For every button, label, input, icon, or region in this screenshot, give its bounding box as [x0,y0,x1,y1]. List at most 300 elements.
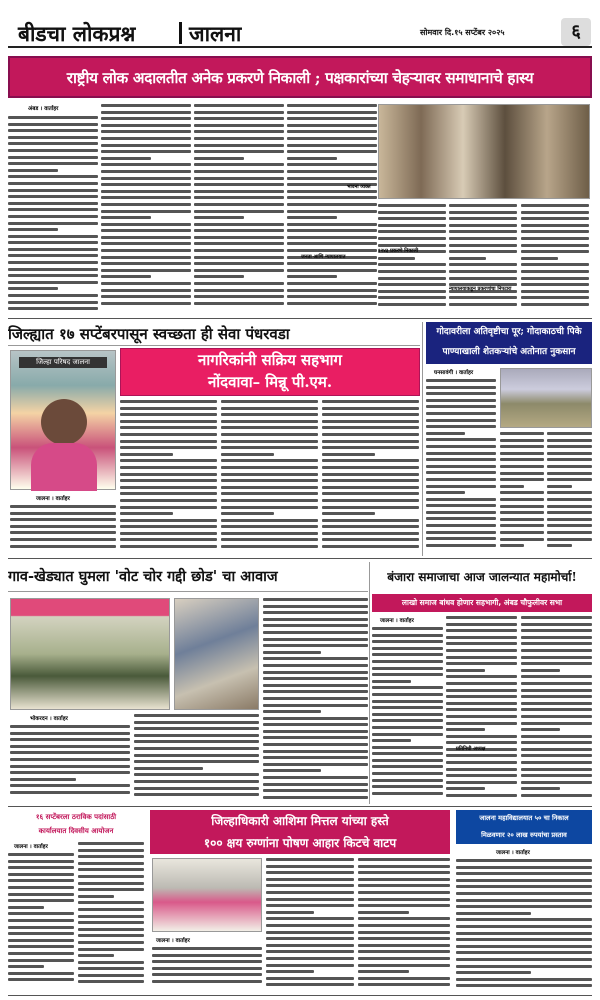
body-text-line [521,263,589,266]
body-text-line [322,479,419,482]
body-text-line [266,970,314,973]
story1-column-6 [449,204,517,314]
story5-inline-subhead: प्रतिनिधी अध्यक्ष [456,746,486,752]
story7-column-1 [152,936,262,992]
body-text-line [372,733,443,736]
body-text-line [78,908,144,911]
body-text-line [446,695,517,698]
body-text-line [78,842,144,845]
body-text-line [78,934,144,937]
body-text-line [446,636,517,639]
body-text-line [449,211,517,214]
body-text-line [8,912,74,915]
body-text-line [8,175,98,178]
body-text-line [521,303,589,306]
body-text-line [101,137,191,140]
body-text-line [78,967,144,970]
body-text-line [8,142,98,145]
body-text-line [8,156,98,159]
body-text-line [101,163,191,166]
body-text-line [521,237,589,240]
body-text-line [358,878,450,881]
body-text-line [78,928,144,931]
story2-headline-2: नागरिकांनी सक्रिय सहभाग [198,351,342,369]
story7-headline-band [150,810,450,854]
body-text-line [78,948,144,951]
body-text-line [426,544,496,547]
body-text-line [378,204,446,207]
body-text-line [78,868,144,871]
body-text-line [221,545,318,548]
body-text-line [456,872,592,875]
body-text-line [134,747,259,750]
body-text-line [8,919,74,922]
body-text-line [134,773,259,776]
body-text-line [8,873,74,876]
body-text-line [120,413,217,416]
page-bottom-rule [8,995,592,996]
story1-column-5 [378,204,446,314]
body-text-line [521,649,592,652]
body-text-line [521,702,592,705]
body-text-line [78,888,144,891]
body-text-line [194,203,284,206]
body-text-line [521,257,558,260]
body-text-line [120,473,217,476]
body-text-line [10,758,130,761]
body-text-line [426,511,496,514]
body-text-line [194,163,284,166]
body-text-line [134,760,259,763]
body-text-line [266,950,354,953]
body-text-line [372,700,443,703]
story5-byline: जालना । वार्ताहर [380,618,414,624]
body-text-line [194,157,244,160]
body-text-line [547,478,592,481]
body-text-line [446,629,517,632]
body-text-line [372,759,443,762]
body-text-line [456,905,592,908]
body-text-line [378,237,446,240]
body-text-line [194,117,284,120]
body-text-line [372,785,443,788]
body-text-line [287,229,377,232]
body-text-line [266,964,354,967]
story2-headline-3: नोंदवावा– मिन्नू पी.एम. [207,373,333,391]
body-text-line [358,917,450,920]
body-text-line [8,268,98,271]
body-text-line [78,901,144,904]
body-text-line [263,618,368,621]
story8-column-1 [456,848,592,992]
body-text-line [120,426,217,429]
body-text-line [194,170,284,173]
body-text-line [521,675,592,678]
body-text-line [221,492,318,495]
body-text-line [266,865,354,868]
body-text-line [358,924,450,927]
story1-column-2 [101,104,191,314]
story2-photo-sign: जिल्हा परिषद जालना [19,357,107,368]
body-text-line [78,855,144,858]
body-text-line [10,538,116,541]
body-text-line [358,950,450,953]
body-text-line [266,983,354,986]
body-text-line [372,653,443,656]
body-text-line [358,983,450,986]
body-text-line [10,751,130,754]
story3-column-2 [500,432,544,556]
body-text-line [263,796,368,799]
story1-byline: अंबड । वार्ताहर [28,106,59,112]
body-text-line [221,506,318,509]
body-text-line [221,532,318,535]
body-text-line [263,717,368,720]
body-text-line [372,647,443,650]
body-text-line [521,250,589,253]
body-text-line [10,771,130,774]
story7-column-2 [266,858,354,992]
body-text-line [358,944,450,947]
body-text-line [456,879,592,882]
body-text-line [10,525,116,528]
body-text-line [78,974,144,977]
body-text-line [547,524,592,527]
column-rule [369,562,370,804]
body-text-line [456,885,592,888]
body-text-line [287,269,377,272]
body-text-line [120,453,173,456]
body-text-line [78,895,114,898]
body-text-line [101,177,191,180]
body-text-line [8,853,74,856]
story1-column-4 [287,104,377,314]
body-text-line [426,531,496,534]
body-text-line [194,196,284,199]
story8-headline-band [456,810,592,844]
body-text-line [287,203,377,206]
body-text-line [8,893,74,896]
body-text-line [266,977,354,980]
body-text-line [101,223,191,226]
body-text-line [8,182,98,185]
body-text-line [456,918,592,921]
body-text-line [449,257,486,260]
body-text-line [322,499,419,502]
body-text-line [287,117,377,120]
body-text-line [521,741,592,744]
body-text-line [221,400,318,403]
body-text-line [521,735,592,738]
body-text-line [500,485,524,488]
body-text-line [521,616,592,619]
body-text-line [263,657,368,660]
body-text-line [322,486,419,489]
body-text-line [378,270,446,273]
body-text-line [8,959,74,962]
body-text-line [547,518,592,521]
story1-photo [378,104,590,199]
section-rule [8,558,592,559]
body-text-line [426,537,496,540]
body-text-line [449,250,517,253]
body-text-line [372,634,443,637]
story7-headline-1: जिल्हाधिकारी आशिमा मित्तल यांच्या हस्ते [211,814,389,828]
body-text-line [547,505,592,508]
body-text-line [426,504,496,507]
body-text-line [8,235,98,238]
body-text-line [263,743,368,746]
story4-headline: गाव-खेड्यात घुमला 'वोट चोर गद्दी छोड' चा आवाज [8,568,278,585]
body-text-line [221,525,318,528]
body-text-line [446,787,485,790]
body-text-line [101,282,191,285]
body-text-line [521,283,589,286]
story2-subhead-band [120,348,420,396]
body-text-line [287,262,377,265]
body-text-line [287,130,377,133]
body-text-line [10,784,130,787]
body-text-line [426,445,496,448]
body-text-line [78,915,144,918]
body-text-line [378,224,446,227]
body-text-line [456,859,592,862]
body-text-line [322,420,419,423]
story3-column-3 [547,432,592,556]
body-text-line [322,413,419,416]
body-text-line [456,899,592,902]
body-text-line [194,269,284,272]
story1-subhead-1: भावना व्यक्त [347,184,371,190]
body-text-line [194,275,244,278]
body-text-line [372,627,443,630]
body-text-line [521,761,592,764]
body-text-line [120,525,217,528]
body-text-line [194,210,284,213]
body-text-line [8,926,74,929]
body-text-line [8,222,98,225]
body-text-line [8,952,74,955]
body-text-line [322,459,419,462]
body-text-line [194,236,284,239]
body-text-line [456,945,592,948]
body-text-line [322,525,419,528]
body-text-line [8,860,74,863]
body-text-line [521,204,589,207]
body-text-line [8,189,98,192]
masthead [8,18,592,48]
body-text-line [10,791,130,794]
body-text-line [521,682,592,685]
body-text-line [287,157,337,160]
body-text-line [426,392,496,395]
body-text-line [221,446,318,449]
story7-column-3 [358,858,450,992]
body-text-line [266,898,354,901]
story1-subhead-4: न्यायालयाकडून प्रकरणांचा निपटारा [449,286,512,292]
body-text-line [446,656,517,659]
body-text-line [101,203,191,206]
body-text-line [378,211,446,214]
body-text-line [456,951,592,954]
body-text-line [521,230,589,233]
body-text-line [358,871,450,874]
body-text-line [194,262,284,265]
body-text-line [449,263,517,266]
body-text-line [8,294,98,297]
body-text-line [78,862,144,865]
body-text-line [521,728,560,731]
body-text-line [10,531,116,534]
body-text-line [101,150,191,153]
body-text-line [426,386,496,389]
story6-headline-1: १६ सप्टेंबरला ठराविक पदांसाठी [35,812,117,821]
body-text-line [456,971,531,974]
body-text-line [8,281,98,284]
body-text-line [372,667,443,670]
body-text-line [287,242,377,245]
body-text-line [456,965,592,968]
body-text-line [120,512,173,515]
body-text-line [194,289,284,292]
section-rule [8,806,592,807]
body-text-line [372,765,443,768]
body-text-line [322,473,419,476]
body-text-line [221,440,318,443]
body-text-line [101,236,191,239]
body-text-line [446,669,485,672]
body-text-line [10,765,130,768]
body-text-line [134,740,259,743]
body-text-line [221,466,318,469]
story3-photo [500,368,592,428]
body-text-line [101,111,191,114]
body-text-line [152,954,262,957]
body-text-line [8,208,98,211]
story2-person-body [31,443,97,491]
body-text-line [426,485,496,488]
body-text-line [194,190,284,193]
body-text-line [446,768,517,771]
body-text-line [8,261,98,264]
body-text-line [120,519,217,522]
body-text-line [426,438,496,441]
body-text-line [221,512,274,515]
body-text-line [446,722,517,725]
body-text-line [120,499,217,502]
body-text-line [426,465,496,468]
story3-headline-1: गोदावरीला अतिवृष्टीचा पूर; गोदाकाठची पिके [436,327,582,337]
body-text-line [8,906,44,909]
story2-person-silhouette [41,399,87,445]
body-text-line [446,715,517,718]
body-text-line [287,295,377,298]
body-text-line [521,748,592,751]
body-text-line [446,781,517,784]
body-text-line [500,445,544,448]
body-text-line [322,446,419,449]
body-text-line [521,774,592,777]
body-text-line [221,433,318,436]
body-text-line [378,277,446,280]
body-text-line [101,289,191,292]
body-text-line [378,244,446,247]
body-text-line [101,190,191,193]
body-text-line [521,296,589,299]
body-text-line [8,287,58,290]
story4-byline: भोकरदन । वार्ताहर [30,716,68,722]
body-text-line [263,677,368,680]
body-text-line [500,524,544,527]
body-text-line [449,270,517,273]
body-text-line [378,263,446,266]
body-text-line [456,925,592,928]
body-text-line [547,472,592,475]
body-text-line [547,439,592,442]
story6-column-1 [8,842,74,992]
body-text-line [372,706,443,709]
body-text-line [101,104,191,107]
body-text-line [378,283,446,286]
body-text-line [120,492,217,495]
body-text-line [152,973,262,976]
body-text-line [322,407,419,410]
story3-column-1 [426,368,496,556]
body-text-line [358,977,450,980]
body-text-line [221,420,318,423]
body-text-line [446,702,517,705]
story7-photo [152,858,262,932]
body-text-line [521,642,592,645]
body-text-line [426,412,496,415]
body-text-line [120,486,217,489]
body-text-line [194,183,284,186]
body-text-line [266,904,354,907]
body-text-line [500,452,544,455]
body-text-line [78,941,144,944]
body-text-line [194,295,284,298]
body-text-line [10,745,130,748]
body-text-line [358,858,450,861]
body-text-line [266,917,354,920]
body-text-line [120,538,217,541]
body-text-line [8,932,74,935]
body-text-line [263,736,368,739]
body-text-line [446,735,517,738]
body-text-line [78,849,144,852]
body-text-line [194,242,284,245]
body-text-line [8,129,98,132]
story6-column-2 [78,842,144,992]
story5-column-1 [372,616,443,804]
story4-column-3 [263,598,368,804]
body-text-line [456,978,592,981]
body-text-line [101,269,191,272]
body-text-line [358,911,409,914]
body-text-line [120,446,217,449]
body-text-line [521,781,592,784]
body-text-line [446,682,517,685]
body-text-line [263,644,368,647]
body-text-line [547,498,592,501]
body-text-line [456,892,592,895]
body-text-line [101,117,191,120]
body-text-line [287,190,377,193]
body-text-line [101,170,191,173]
body-text-line [10,545,116,548]
body-text-line [263,631,368,634]
body-text-line [500,544,524,547]
